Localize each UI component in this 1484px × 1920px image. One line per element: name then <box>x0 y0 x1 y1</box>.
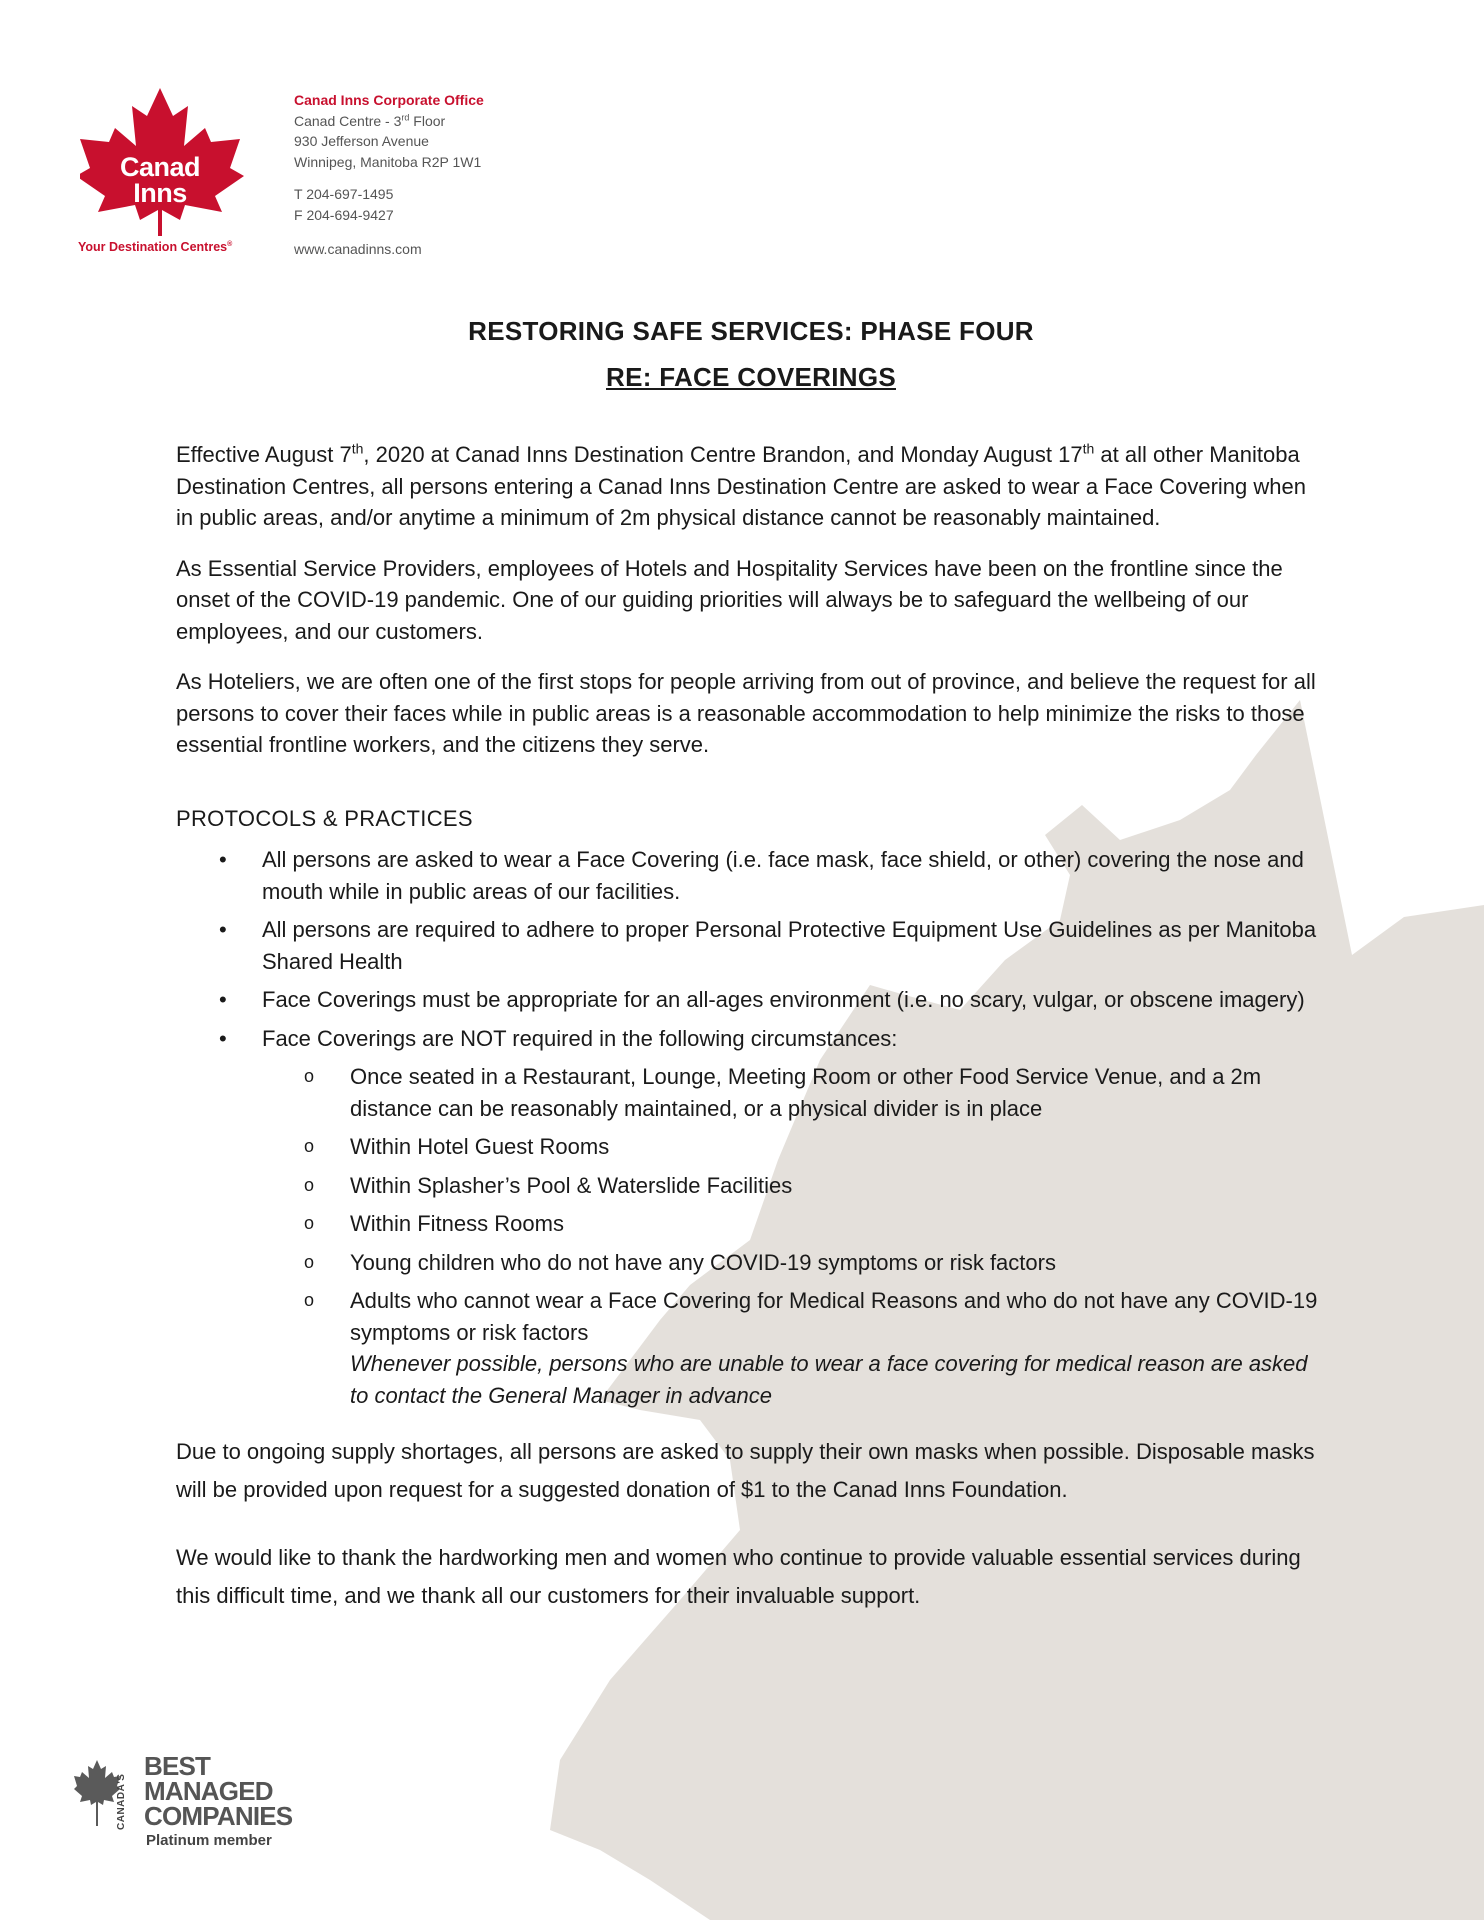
mask-supply-paragraph: Due to ongoing supply shortages, all persons are asked to supply their own masks when possible. Disposable masks will be provided upon request for a suggested donation of $1 to the Canad Inns Foundation. <box>176 1439 1315 1502</box>
protocols-list <box>176 844 1326 1411</box>
maple-leaf-icon <box>74 1760 120 1826</box>
office-name: Canad Inns Corporate Office <box>294 92 484 108</box>
phone-number: T 204-697-1495 <box>294 186 394 202</box>
bmc-managed: MANAGED <box>144 1776 273 1806</box>
list-item: o Young children who do not have any COVID-19 symptoms or risk factors <box>262 1247 1326 1279</box>
thanks-paragraph: We would like to thank the hardworking men and women who continue to provide valuable essential services during this difficult time, and we thank all our customers for their invaluable support. <box>176 1545 1301 1608</box>
logo-text-canad: Canad <box>119 152 201 182</box>
letter-body <box>176 315 1326 1615</box>
hoteliers-paragraph: As Hoteliers, we are often one of the first stops for people arriving from out of province, and believe the request for all persons to cover their faces while in public areas is a reasonable accommodation to help minimize the risks to those essential frontline workers, and the citizens they serve. <box>176 669 1316 757</box>
bmc-vertical-text: CANADA'S <box>116 1773 127 1830</box>
effective-date-paragraph: Effective August 7th, 2020 at Canad Inns Destination Centre Brandon, and Monday August 17th at all other Manitoba Destination Centres, all persons entering a Canad Inns Destination Centre are asked to wear a Face Covering when in public areas, and/or anytime a minimum of 2m physical distance cannot be reasonably maintained. <box>176 440 1306 530</box>
address-line-1: Canad Centre - 3rd Floor <box>294 111 446 129</box>
address-line-3: Winnipeg, Manitoba R2P 1W1 <box>294 153 482 170</box>
bmc-best: BEST <box>144 1751 211 1781</box>
document-subtitle: RE: FACE COVERINGS <box>606 362 896 392</box>
logo-text-inns: Inns <box>133 178 187 208</box>
tagline <box>78 240 232 254</box>
best-managed-companies-logo <box>74 1740 304 1860</box>
tagline-text: Your Destination Centres <box>78 240 228 254</box>
registered-mark: ® <box>227 240 233 248</box>
medical-reason-note: Whenever possible, persons who are unable to wear a face covering for medical reason are asked to contact the General Manager in advance <box>350 1351 1308 1408</box>
website-link[interactable]: www.canadinns.com <box>294 241 422 257</box>
list-item: • All persons are asked to wear a Face Covering (i.e. face mask, face shield, or other) covering the nose and mouth while in public areas of our facilities. <box>176 844 1326 907</box>
protocols-heading: PROTOCOLS & PRACTICES <box>176 805 473 831</box>
fax-number: F 204-694-9427 <box>294 206 394 223</box>
exceptions-list <box>262 1061 1326 1411</box>
address-line-2: 930 Jefferson Avenue <box>294 133 429 149</box>
list-item: o Within Fitness Rooms <box>262 1208 1326 1240</box>
list-item: • Face Coverings are NOT required in the following circumstances: o Once seated in a Restaurant, Lounge, Meeting Room or other Food Service Venue, and a 2m distance can be reasonably maintained, or a physical divider is in place o Within Hotel Guest Rooms o Within Splasher’s Pool & Waterslide Facilities o Within Fitness Rooms o Young children who do not have any COVID-19 symptoms or risk factors o Adults who cannot wear a Face Covering for Medical Reasons and who do not have any COVID-19 symptoms or risk factors Whenever possible, persons who are unable to wear a face covering for medical reason are asked to contact the General Manager in advance <box>176 1023 1326 1412</box>
document-title: RESTORING SAFE SERVICES: PHASE FOUR <box>468 316 1034 346</box>
essential-service-paragraph: As Essential Service Providers, employees of Hotels and Hospitality Services have been on the frontline since the onset of the COVID-19 pandemic. One of our guiding priorities will always be to safeguard the wellbeing of our employees, and our customers. <box>176 555 1283 644</box>
list-item: o Within Hotel Guest Rooms <box>262 1131 1326 1163</box>
list-item: • All persons are required to adhere to proper Personal Protective Equipment Use Guidelines as per Manitoba Shared Health <box>176 914 1326 977</box>
list-item: o Within Splasher’s Pool & Waterslide Facilities <box>262 1170 1326 1202</box>
list-item: o Once seated in a Restaurant, Lounge, Meeting Room or other Food Service Venue, and a 2m distance can be reasonably maintained, or a physical divider is in place <box>262 1061 1326 1124</box>
bmc-companies: COMPANIES <box>144 1801 293 1831</box>
list-item: o Adults who cannot wear a Face Covering for Medical Reasons and who do not have any COVID-19 symptoms or risk factors Whenever possible, persons who are unable to wear a face covering for medical reason are asked to contact the General Manager in advance <box>262 1285 1326 1411</box>
bmc-platinum-member: Platinum member <box>146 1832 272 1849</box>
letterhead-address <box>294 90 484 260</box>
list-item: • Face Coverings must be appropriate for an all-ages environment (i.e. no scary, vulgar, or obscene imagery) <box>176 984 1326 1016</box>
